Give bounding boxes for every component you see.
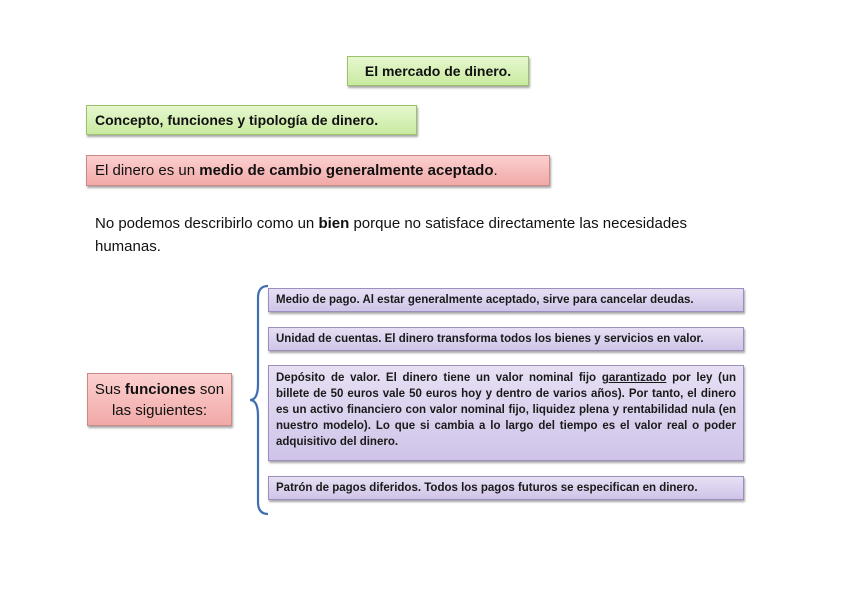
- functions-bold: funciones: [124, 380, 196, 398]
- concept-heading: [86, 105, 417, 135]
- function-item-medio-de-pago: Medio de pago. Al estar generalmente aceptado, sirve para cancelar deudas.: [268, 288, 744, 312]
- concept-heading-text: Concepto, funciones y tipología de dinero.: [95, 112, 379, 128]
- definition-box: [86, 155, 550, 186]
- definition-end: .: [493, 162, 498, 179]
- description-paragraph: No podemos describirlo como un bien porque no satisface directamente las necesidades humanas.: [95, 215, 688, 255]
- function-item-unidad-de-cuentas: Unidad de cuentas. El dinero transforma todos los bienes y servicios en valor.: [268, 327, 744, 351]
- function-item-deposito-de-valor: Depósito de valor. El dinero tiene un valor nominal fijo garantizado por ley (un billete de 50 euros vale 50 euros hoy y dentro de varios años). Por tanto, el dinero es un activo financiero con valor nominal fijo, liquidez plena y rentabilidad nula (en nuestro modelo). Lo que si cambia a lo largo del tiempo es el valor real o poder adquisitivo del dinero.: [268, 365, 744, 461]
- functions-label-box: Sus funciones son las siguientes:: [87, 373, 232, 426]
- page-title: [347, 56, 529, 86]
- definition-text: El dinero es un: [95, 162, 200, 179]
- page-title-text: El mercado de dinero.: [364, 63, 512, 79]
- garantizado-underline: garantizado: [601, 372, 667, 384]
- curly-brace-icon: [248, 284, 270, 516]
- function-item-patron-de-pagos: Patrón de pagos diferidos. Todos los pagos futuros se especifican en dinero.: [268, 476, 744, 500]
- bien-bold: bien: [318, 215, 350, 232]
- definition-bold: medio de cambio generalmente aceptado: [199, 162, 494, 179]
